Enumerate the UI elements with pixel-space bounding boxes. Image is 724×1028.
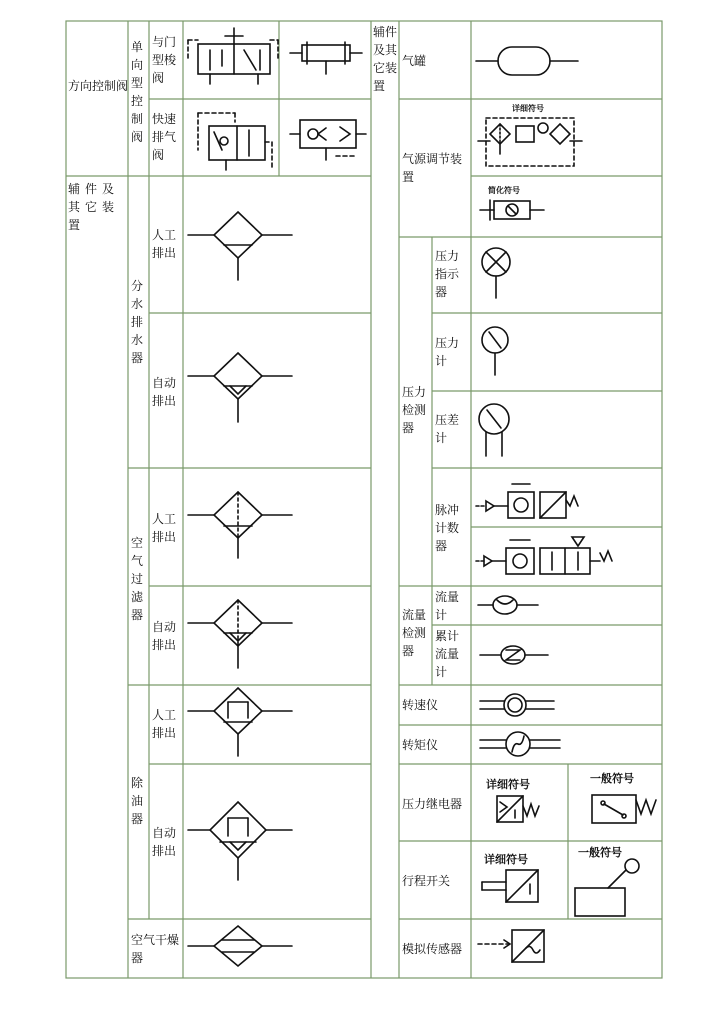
torque-meter-icon: [480, 732, 560, 756]
tachometer-icon: [480, 694, 554, 716]
limit-switch-label: 行程开关: [402, 874, 451, 888]
pressure-gauge-icon: [482, 327, 508, 375]
manual-drain-label-3: 人工排出: [152, 708, 177, 740]
source-conditioner-label: 气源调节装置: [402, 152, 463, 184]
pulse-counter-2-icon: [476, 537, 612, 574]
pressure-gauge-label: 压力计: [435, 336, 460, 368]
torque-meter-label: 转矩仪: [402, 738, 439, 752]
quick-exhaust-label: 快速排气阀: [152, 112, 177, 162]
limit-switch-general-icon: [575, 859, 639, 916]
oil-remover-manual-icon: [188, 688, 292, 756]
diff-pressure-gauge-label: 压差计: [435, 413, 460, 445]
pressure-relay-detailed-icon: [497, 796, 539, 822]
air-dryer-icon: [188, 926, 292, 966]
auto-drain-label-3: 自动排出: [152, 826, 177, 858]
water-separator-label: 分水排水器: [131, 279, 144, 365]
detailed-symbol-label-3: 详细符号: [484, 853, 528, 866]
totalizing-flow-meter-label: 累计流量计: [435, 629, 460, 679]
air-filter-auto-icon: [188, 600, 292, 668]
quick-exhaust-detailed-icon: [198, 113, 272, 170]
oil-remover-auto-icon: [188, 802, 292, 880]
analog-sensor-label: 模拟传感器: [402, 942, 463, 956]
water-separator-auto-icon: [188, 353, 292, 422]
and-valve-detailed-icon: [188, 28, 278, 84]
aux-devices-label-right: 辅件及其它装置: [373, 25, 398, 93]
limit-switch-detailed-icon: [482, 870, 538, 902]
air-filter-manual-icon: [188, 492, 292, 558]
pressure-relay-label: 压力继电器: [402, 797, 463, 811]
aux-devices-label-left: 辅件及其它装置: [68, 182, 120, 232]
flow-detection-label: 流量检测器: [402, 608, 427, 658]
air-dryer-label: 空气干燥器: [131, 933, 180, 965]
auto-drain-label-2: 自动排出: [152, 620, 177, 652]
air-tank-icon: [476, 47, 578, 75]
general-symbol-label-1: 一般符号: [590, 772, 634, 785]
pressure-indicator-label: 压力指示器: [435, 249, 460, 299]
pressure-indicator-icon: [482, 248, 510, 298]
general-symbol-label-2: 一般符号: [578, 846, 622, 859]
directional-valve-label: 方向控制阀: [68, 79, 129, 93]
quick-exhaust-simple-icon: [290, 120, 366, 160]
and-valve-simple-icon: [290, 42, 362, 74]
manual-drain-label-1: 人工排出: [152, 228, 177, 260]
pulse-counter-label: 脉冲计数器: [435, 503, 460, 553]
source-conditioner-detailed-icon: [478, 118, 582, 166]
flow-meter-icon: [478, 596, 538, 614]
auto-drain-label-1: 自动排出: [152, 376, 177, 408]
flow-meter-label: 流量计: [435, 590, 460, 622]
simplified-symbol-label: 简化符号: [488, 186, 520, 195]
water-separator-manual-icon: [188, 212, 292, 280]
one-way-valve-label: 单向型控制阀: [131, 40, 144, 144]
diff-pressure-gauge-icon: [479, 404, 509, 456]
analog-sensor-icon: [478, 930, 544, 962]
air-tank-label: 气罐: [402, 54, 427, 68]
pressure-relay-general-icon: [592, 795, 656, 823]
manual-drain-label-2: 人工排出: [152, 512, 177, 544]
and-valve-label: 与门型梭阀: [152, 35, 177, 85]
totalizing-flow-meter-icon: [480, 646, 548, 664]
source-conditioner-simple-icon: [480, 200, 544, 220]
air-filter-label: 空气过滤器: [131, 536, 144, 622]
detailed-symbol-label-2: 详细符号: [486, 778, 530, 791]
pressure-detection-label: 压力检测器: [402, 385, 427, 435]
oil-remover-label: 除油器: [131, 776, 144, 826]
detailed-symbol-label-1: 详细符号: [512, 104, 544, 113]
tachometer-label: 转速仪: [402, 698, 439, 712]
pulse-counter-icon: [476, 484, 578, 518]
